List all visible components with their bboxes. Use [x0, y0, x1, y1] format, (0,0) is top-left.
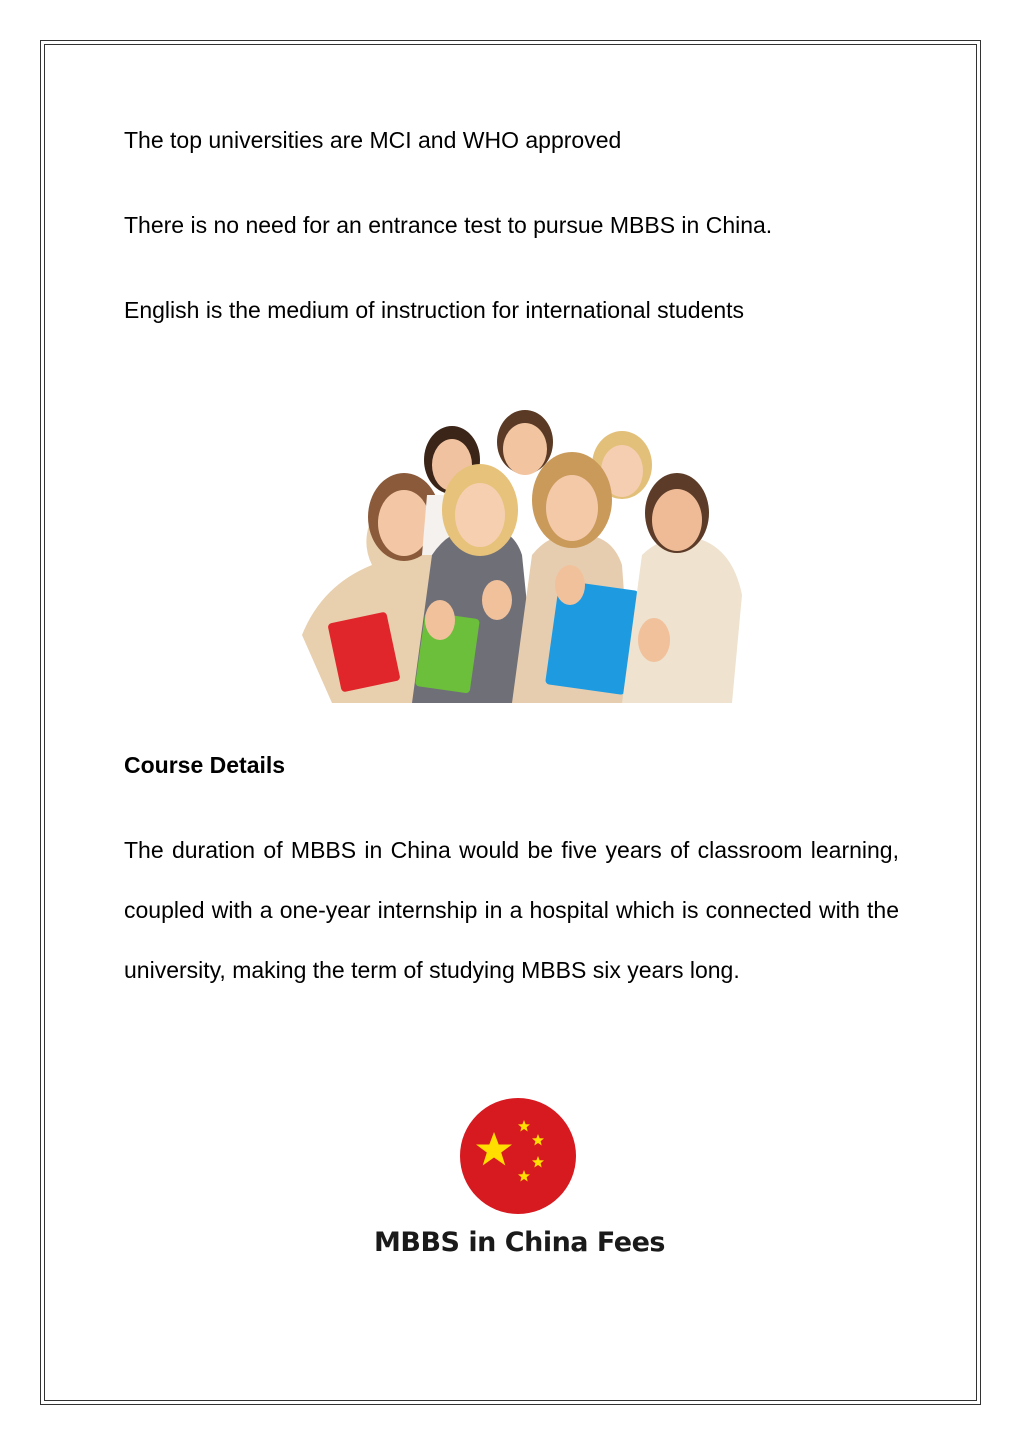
student-figure	[622, 473, 742, 703]
text-line-approved: The top universities are MCI and WHO approved	[124, 127, 622, 153]
logo-text: MBBS in China Fees	[374, 1227, 665, 1258]
china-flag-logo	[460, 1098, 576, 1214]
students-group-image	[262, 405, 772, 703]
course-details-paragraph: The duration of MBBS in China would be five years of classroom learning, coupled with a one-year internship in a hospital which is connected with the university, making the term of studying MBBS six years long.	[124, 837, 899, 983]
course-details-heading: Course Details	[124, 752, 286, 778]
text-line-english-medium: English is the medium of instruction for international students	[124, 297, 745, 323]
text-line-entrance-test: There is no need for an entrance test to pursue MBBS in China.	[124, 212, 773, 238]
